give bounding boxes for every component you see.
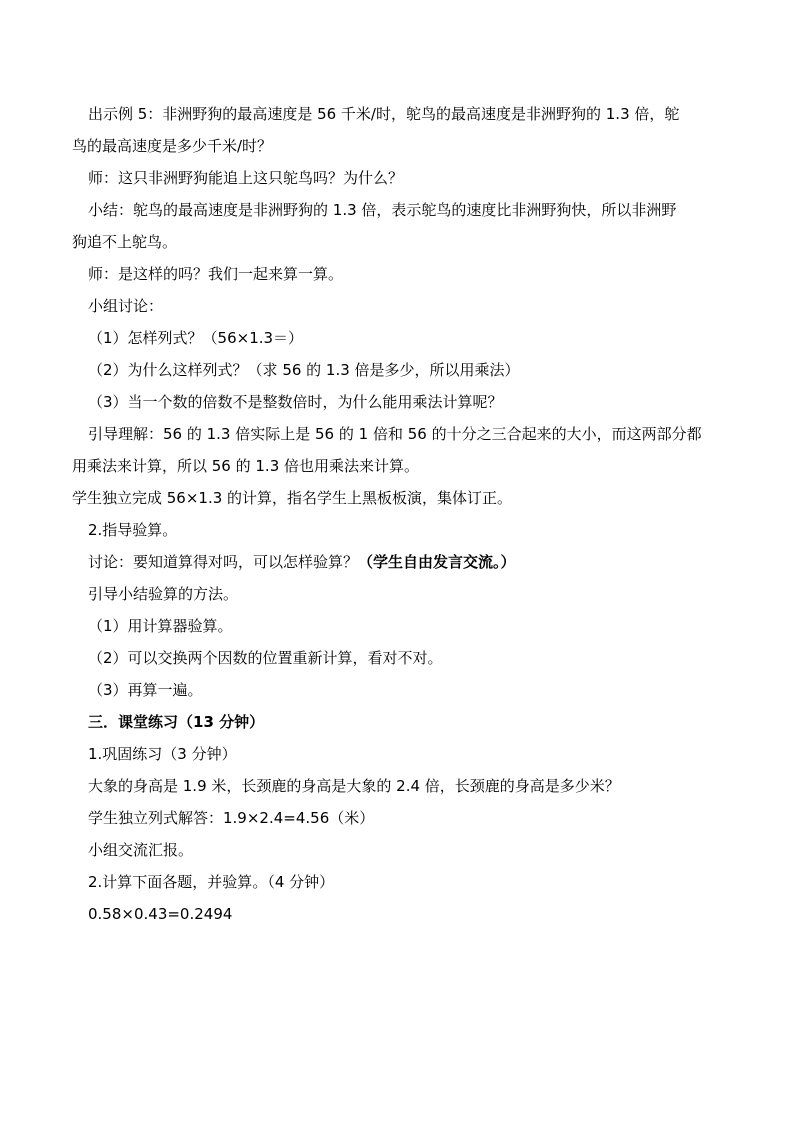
verification-heading: 2.指导验算。 xyxy=(88,521,178,539)
group-discussion-heading: 小组讨论： xyxy=(88,297,164,315)
verification-question: 讨论：要知道算得对吗，可以怎样验算？ xyxy=(88,553,359,571)
verification-discussion xyxy=(88,546,728,578)
example-5-intro-line-1: 出示例 5：非洲野狗的最高速度是 56 千米/时，鸵鸟的最高速度是非洲野狗的 1.3 倍，鸵 xyxy=(88,105,680,123)
guided-understanding-line-2: 用乘法来计算，所以 56 的 1.3 倍也用乘法来计算。 xyxy=(72,457,420,475)
verification-method-3: （3）再算一遍。 xyxy=(88,681,203,699)
teacher-question: 师：这只非洲野狗能追上这只鸵鸟吗？为什么？ xyxy=(88,169,404,187)
group-report: 小组交流汇报。 xyxy=(88,841,194,859)
guided-understanding-line-1: 引导理解：56 的 1.3 倍实际上是 56 的 1 倍和 56 的十分之三合起来的大小，而这两部分都 xyxy=(88,425,702,443)
calculation-example: 0.58×0.43=0.2494 xyxy=(88,905,233,923)
classroom-exercise-heading: 三．课堂练习（13 分钟） xyxy=(88,713,265,731)
verification-note: （学生自由发言交流。） xyxy=(358,553,516,571)
verification-method-2: （2）可以交换两个因数的位置重新计算，看对不对。 xyxy=(88,649,443,667)
verification-method-heading: 引导小结验算的方法。 xyxy=(88,585,239,603)
example-5-intro-line-2: 鸟的最高速度是多少千米/时？ xyxy=(72,137,273,155)
teacher-prompt: 师：是这样的吗？我们一起来算一算。 xyxy=(88,265,344,283)
elephant-giraffe-problem: 大象的身高是 1.9 米，长颈鹿的身高是大象的 2.4 倍，长颈鹿的身高是多少米？ xyxy=(88,777,620,795)
summary-line-1: 小结：鸵鸟的最高速度是非洲野狗的 1.3 倍，表示鸵鸟的速度比非洲野狗快，所以非洲野 xyxy=(88,201,677,219)
calculation-task-heading: 2.计算下面各题，并验算。（4 分钟） xyxy=(88,873,335,891)
discussion-question-1: （1）怎样列式？（56×1.3＝） xyxy=(88,329,304,347)
student-independent-work: 学生独立完成 56×1.3 的计算，指名学生上黑板板演，集体订正。 xyxy=(72,489,513,507)
discussion-question-2: （2）为什么这样列式？（求 56 的 1.3 倍是多少，所以用乘法） xyxy=(88,361,520,379)
verification-method-1: （1）用计算器验算。 xyxy=(88,617,233,635)
discussion-question-3: （3）当一个数的倍数不是整数倍时，为什么能用乘法计算呢？ xyxy=(88,393,503,411)
consolidation-practice-heading: 1.巩固练习（3 分钟） xyxy=(88,745,237,763)
summary-line-2: 狗追不上鸵鸟。 xyxy=(72,233,178,251)
student-solution: 学生独立列式解答：1.9×2.4=4.56（米） xyxy=(88,809,375,827)
document-body xyxy=(72,98,728,930)
